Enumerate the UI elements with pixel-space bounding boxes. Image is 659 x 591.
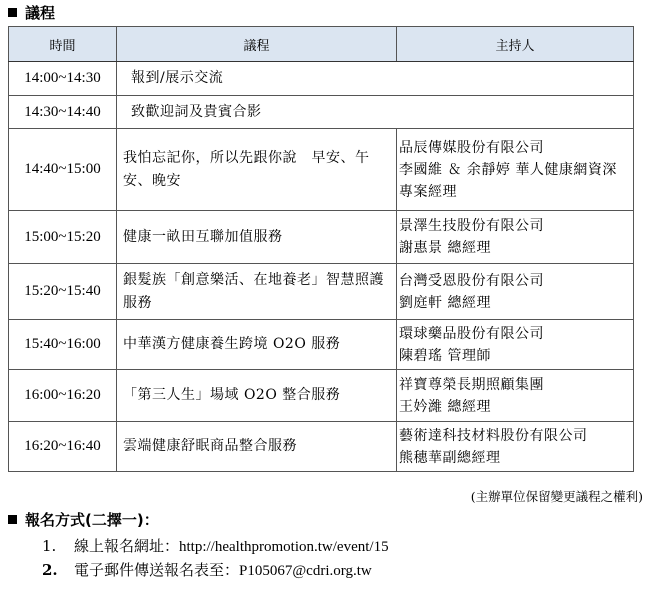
registration-url-link[interactable]: http://healthpromotion.tw/event/15 bbox=[179, 539, 389, 555]
agenda-table bbox=[8, 26, 634, 472]
table-row bbox=[9, 211, 634, 264]
row-time: 16:20~16:40 bbox=[9, 422, 117, 472]
square-bullet-icon bbox=[8, 8, 17, 17]
item-number: 1. bbox=[42, 537, 57, 555]
table-header-row bbox=[9, 27, 634, 62]
row-time: 14:00~14:30 bbox=[9, 62, 117, 96]
table-row bbox=[9, 62, 634, 96]
row-topic: 雲端健康舒眠商品整合服務 bbox=[117, 422, 397, 472]
row-topic: 「第三人生」場域 O2O 整合服務 bbox=[117, 370, 397, 422]
registration-title bbox=[8, 509, 159, 530]
host-person: 熊穗華副總經理 bbox=[399, 449, 501, 466]
row-host bbox=[397, 370, 634, 422]
row-time: 16:00~16:20 bbox=[9, 370, 117, 422]
host-org: 祥寶尊榮長期照顧集團 bbox=[399, 376, 544, 393]
host-person: 王妗濰 總經理 bbox=[399, 398, 491, 415]
row-topic: 健康一畝田互聯加值服務 bbox=[117, 211, 397, 264]
host-person: 劉庭軒 總經理 bbox=[399, 294, 491, 311]
table-row bbox=[9, 96, 634, 129]
item-label: 線上報名網址： bbox=[74, 537, 180, 555]
row-topic: 我怕忘記你，所以先跟你說 早安、午安、晚安 bbox=[117, 129, 397, 211]
table-row bbox=[9, 320, 634, 370]
header-topic: 議程 bbox=[117, 27, 397, 62]
row-topic: 報到/展示交流 bbox=[117, 62, 634, 96]
row-topic: 銀髮族「創意樂活、在地養老」智慧照護服務 bbox=[117, 264, 397, 320]
registration-item-online bbox=[42, 535, 389, 556]
row-topic: 致歡迎詞及貴賓合影 bbox=[117, 96, 634, 129]
table-row bbox=[9, 129, 634, 211]
item-label: 電子郵件傳送報名表至： bbox=[74, 561, 240, 579]
host-org: 景澤生技股份有限公司 bbox=[399, 218, 544, 234]
row-host bbox=[397, 211, 634, 264]
row-host bbox=[397, 422, 634, 472]
square-bullet-icon bbox=[8, 515, 17, 524]
host-person: 謝惠景 總經理 bbox=[399, 240, 491, 256]
host-org: 藝術達科技材料股份有限公司 bbox=[399, 427, 588, 444]
row-host bbox=[397, 264, 634, 320]
host-org: 環球藥品股份有限公司 bbox=[399, 325, 544, 342]
host-org: 台灣受恩股份有限公司 bbox=[399, 272, 544, 289]
host-person: 李國維 ＆ 余靜婷 華人健康網資深專案經理 bbox=[399, 161, 617, 200]
row-host bbox=[397, 320, 634, 370]
table-row bbox=[9, 264, 634, 320]
table-row bbox=[9, 370, 634, 422]
item-number: 2. bbox=[42, 561, 58, 579]
header-time: 時間 bbox=[9, 27, 117, 62]
registration-email-link[interactable]: P105067@cdri.org.tw bbox=[239, 563, 372, 579]
host-person: 陳碧瑤 管理師 bbox=[399, 347, 491, 364]
table-row bbox=[9, 422, 634, 472]
agenda-section-title bbox=[8, 4, 55, 22]
row-time: 14:30~14:40 bbox=[9, 96, 117, 129]
registration-item-email bbox=[42, 559, 372, 580]
agenda-title-text: 議程 bbox=[25, 4, 56, 22]
agenda-note: (主辦單位保留變更議程之權利) bbox=[470, 489, 643, 504]
header-host: 主持人 bbox=[397, 27, 634, 62]
row-topic: 中華漢方健康養生跨境 O2O 服務 bbox=[117, 320, 397, 370]
row-time: 15:00~15:20 bbox=[9, 211, 117, 264]
row-time: 15:20~15:40 bbox=[9, 264, 117, 320]
row-time: 15:40~16:00 bbox=[9, 320, 117, 370]
registration-title-text: 報名方式(二擇一)： bbox=[25, 511, 159, 529]
row-host bbox=[397, 129, 634, 211]
row-time: 14:40~15:00 bbox=[9, 129, 117, 211]
host-org: 品辰傳媒股份有限公司 bbox=[399, 139, 544, 156]
